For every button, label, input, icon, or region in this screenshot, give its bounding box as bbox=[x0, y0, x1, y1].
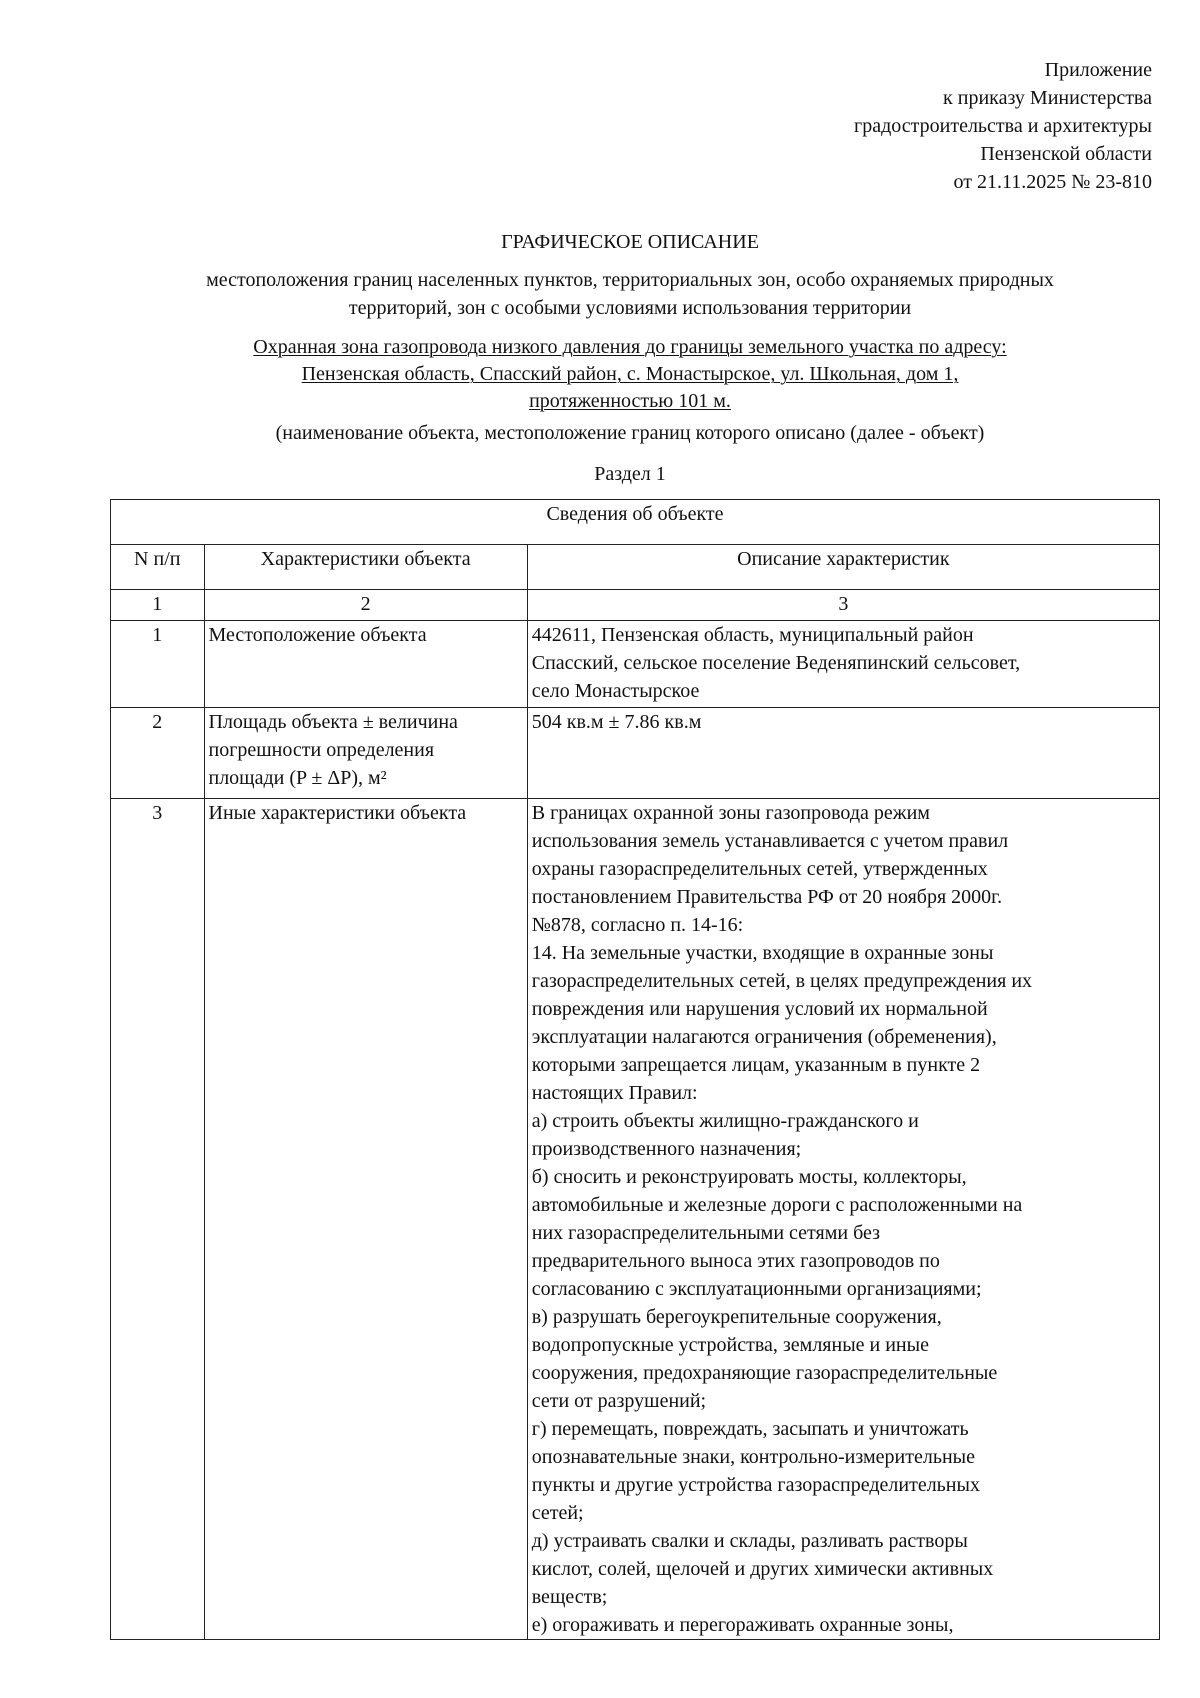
cell-line: 14. На земельные участки, входящие в охранные зоны bbox=[531, 942, 994, 964]
cell-line: Иные характеристики объекта bbox=[208, 802, 467, 824]
cell-line: д) устраивать свалки и склады, разливать растворы bbox=[531, 1530, 968, 1552]
cell-line: 504 кв.м ± 7.86 кв.м bbox=[531, 711, 702, 733]
cell-line: г) перемещать, повреждать, засыпать и уничтожать bbox=[531, 1418, 969, 1440]
cell-line: сетей; bbox=[531, 1502, 584, 1524]
appendix-block bbox=[552, 56, 1152, 196]
table-header-row bbox=[111, 545, 1160, 590]
row-description bbox=[527, 621, 1159, 708]
row-number: 3 bbox=[111, 799, 205, 1640]
cell-line: настоящих Правил: bbox=[531, 1082, 698, 1104]
object-name-line: Охранная зона газопровода низкого давления до границы земельного участка по адресу: bbox=[253, 336, 1007, 358]
cell-line: б) сносить и реконструировать мосты, коллекторы, bbox=[531, 1166, 967, 1188]
appendix-line: к приказу Министерства bbox=[943, 87, 1152, 109]
cell-line: Площадь объекта ± величина bbox=[208, 711, 458, 733]
header-num: N п/п bbox=[111, 545, 205, 590]
cell-line: В границах охранной зоны газопровода режим bbox=[531, 802, 930, 824]
column-number: 3 bbox=[527, 590, 1159, 621]
row-characteristic bbox=[204, 799, 527, 1640]
cell-line: предварительного выноса этих газопроводов по bbox=[531, 1250, 940, 1272]
appendix-order-date: от 21.11.2025 № 23-810 bbox=[953, 171, 1152, 193]
object-info-table bbox=[110, 499, 1160, 1640]
cell-line: сооружения, предохраняющие газораспределительные bbox=[531, 1362, 998, 1384]
cell-line: а) строить объекты жилищно-гражданского и bbox=[531, 1110, 919, 1132]
cell-line: 442611, Пензенская область, муниципальный район bbox=[531, 624, 974, 646]
cell-line: производственного назначения; bbox=[531, 1138, 802, 1160]
cell-line: Местоположение объекта bbox=[208, 624, 427, 646]
row-number: 2 bbox=[111, 708, 205, 799]
row-description bbox=[527, 799, 1159, 1640]
cell-line: №878, согласно п. 14-16: bbox=[531, 914, 744, 936]
cell-line: е) огораживать и перегораживать охранные зоны, bbox=[531, 1614, 954, 1636]
cell-line: село Монастырское bbox=[531, 680, 700, 702]
table-row bbox=[111, 708, 1160, 799]
cell-line: погрешности определения bbox=[208, 739, 435, 761]
column-number: 2 bbox=[204, 590, 527, 621]
cell-line: опознавательные знаки, контрольно-измерительные bbox=[531, 1446, 975, 1468]
cell-line: сети от разрушений; bbox=[531, 1390, 707, 1412]
row-characteristic bbox=[204, 708, 527, 799]
cell-line: них газораспределительными сетями без bbox=[531, 1222, 880, 1244]
header-description: Описание характеристик bbox=[527, 545, 1159, 590]
appendix-line: Пензенской области bbox=[980, 143, 1152, 165]
document-title: ГРАФИЧЕСКОЕ ОПИСАНИЕ bbox=[501, 231, 759, 253]
appendix-line: Приложение bbox=[1044, 59, 1152, 81]
object-name-line: протяженностью 101 м. bbox=[529, 390, 731, 412]
subtitle-line: местоположения границ населенных пунктов, территориальных зон, особо охраняемых природных bbox=[206, 269, 1054, 291]
subtitle-line: территорий, зон с особыми условиями использования территории bbox=[348, 297, 912, 319]
section-label: Раздел 1 bbox=[594, 463, 666, 485]
column-number: 1 bbox=[111, 590, 205, 621]
object-name-line: Пензенская область, Спасский район, с. Монастырское, ул. Школьная, дом 1, bbox=[301, 363, 959, 385]
object-note: (наименование объекта, местоположение границ которого описано (далее - объект) bbox=[275, 422, 985, 444]
cell-line: площади (P ± ΔP), м² bbox=[208, 767, 387, 789]
cell-line: водопропускные устройства, земляные и иные bbox=[531, 1334, 929, 1356]
object-name bbox=[100, 334, 1160, 415]
row-number: 1 bbox=[111, 621, 205, 708]
cell-line: использования земель устанавливается с учетом правил bbox=[531, 830, 1009, 852]
cell-line: в) разрушать берегоукрепительные сооружения, bbox=[531, 1306, 942, 1328]
row-characteristic bbox=[204, 621, 527, 708]
table-caption-row bbox=[111, 500, 1160, 545]
cell-line: Спасский, сельское поселение Веденяпинский сельсовет, bbox=[531, 652, 1021, 674]
cell-line: постановлением Правительства РФ от 20 ноября 2000г. bbox=[531, 886, 1003, 908]
cell-line: пункты и другие устройства газораспределительных bbox=[531, 1474, 980, 1496]
cell-line: автомобильные и железные дороги с расположенными на bbox=[531, 1194, 1023, 1216]
row-description bbox=[527, 708, 1159, 799]
cell-line: повреждения или нарушения условий их нормальной bbox=[531, 998, 988, 1020]
document-subtitle bbox=[100, 266, 1160, 322]
table-row bbox=[111, 621, 1160, 708]
cell-line: газораспределительных сетей, в целях предупреждения их bbox=[531, 970, 1033, 992]
table-row bbox=[111, 799, 1160, 1640]
table-caption: Сведения об объекте bbox=[111, 500, 1160, 545]
cell-line: охраны газораспределительных сетей, утвержденных bbox=[531, 858, 988, 880]
cell-line: эксплуатации налагаются ограничения (обременения), bbox=[531, 1026, 997, 1048]
cell-line: веществ; bbox=[531, 1586, 608, 1608]
header-characteristic: Характеристики объекта bbox=[204, 545, 527, 590]
column-number-row bbox=[111, 590, 1160, 621]
appendix-line: градостроительства и архитектуры bbox=[854, 115, 1152, 137]
cell-line: согласованию с эксплуатационными организациями; bbox=[531, 1278, 982, 1300]
cell-line: которыми запрещается лицам, указанным в пункте 2 bbox=[531, 1054, 981, 1076]
cell-line: кислот, солей, щелочей и других химически активных bbox=[531, 1558, 994, 1580]
